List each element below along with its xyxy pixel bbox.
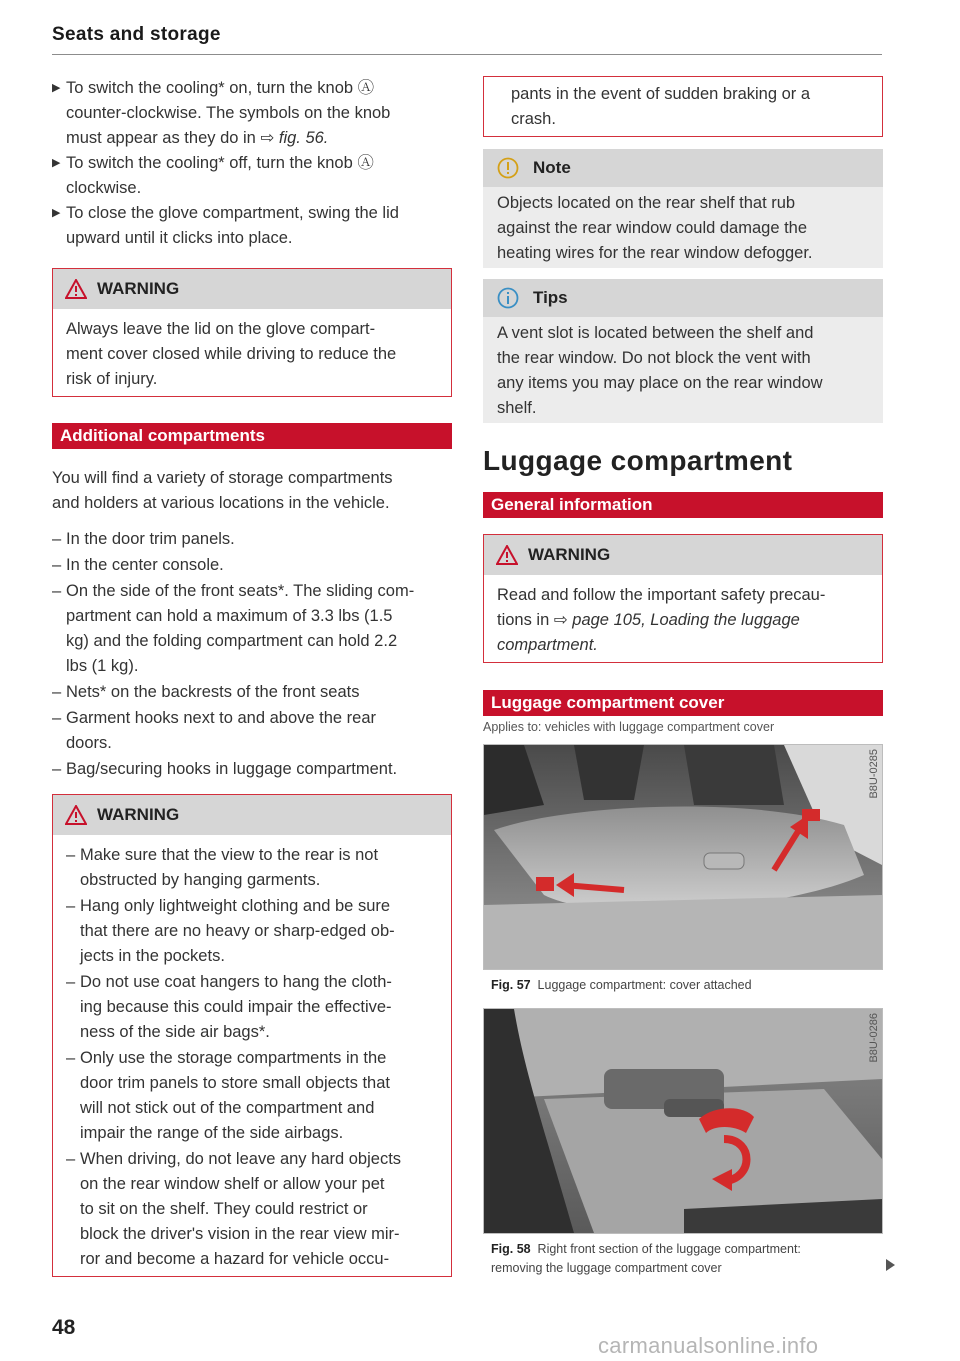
bullet-line: must appear as they do in ⇨ fig. 56. bbox=[66, 129, 329, 147]
luggage-cover-photo bbox=[484, 745, 882, 969]
note-line: against the rear window could damage the bbox=[497, 219, 808, 237]
applies-to-note: Applies to: vehicles with luggage compartment cover bbox=[483, 720, 775, 734]
warning-line: will not stick out of the compartment and bbox=[80, 1099, 375, 1117]
bullet-line: To close the glove compartment, swing the lid bbox=[66, 204, 399, 222]
warning-body bbox=[53, 309, 451, 396]
warning-body bbox=[484, 575, 882, 662]
bullet-item bbox=[52, 76, 452, 151]
note-exclamation-icon bbox=[497, 157, 519, 179]
page-header bbox=[52, 24, 882, 55]
warning-item: – When driving, do not leave any hard objects on the rear window shelf or allow your pet to sit on the shelf. They could restrict or block the driver's vision in the rear view mir- ror and become a hazard for vehicle occu- bbox=[66, 1147, 437, 1272]
note-header bbox=[483, 149, 883, 187]
warning-line: ing because this could impair the effective- bbox=[80, 998, 392, 1016]
warning-header bbox=[53, 795, 451, 835]
bullet-line: clockwise. bbox=[66, 179, 142, 197]
list-line: Bag/securing hooks in luggage compartment. bbox=[66, 760, 398, 778]
list-line: kg) and the folding compartment can hold 2.2 bbox=[66, 632, 398, 650]
list-line: doors. bbox=[66, 734, 112, 752]
figure-id: B8U-0286 bbox=[868, 1013, 880, 1063]
intro-line: and holders at various locations in the vehicle. bbox=[52, 494, 390, 512]
section-heading-luggage-compartment-cover: Luggage compartment cover bbox=[483, 690, 883, 716]
warning-line: Always leave the lid on the glove compart- bbox=[66, 320, 376, 338]
bullet-line: counter-clockwise. The symbols on the knob bbox=[66, 104, 391, 122]
warning-triangle-icon bbox=[496, 545, 518, 565]
warning-line: that there are no heavy or sharp-edged ob- bbox=[80, 922, 395, 940]
intro-line: You will find a variety of storage compartments bbox=[52, 469, 393, 487]
list-line: On the side of the front seats*. The sliding com- bbox=[66, 582, 415, 600]
bullet-triangle-icon: ▶ bbox=[52, 82, 61, 94]
right-column bbox=[483, 76, 883, 1278]
warning-line: Hang only lightweight clothing and be sure bbox=[80, 897, 391, 915]
list-line: In the door trim panels. bbox=[66, 530, 235, 548]
list-item: – Garment hooks next to and above the rear doors. bbox=[52, 706, 452, 756]
section-heading-additional-compartments: Additional compartments bbox=[52, 423, 452, 449]
warning-title: WARNING bbox=[97, 279, 180, 298]
list-line: In the center console. bbox=[66, 556, 224, 574]
bullet-line: upward until it clicks into place. bbox=[66, 229, 293, 247]
list-line: lbs (1 kg). bbox=[66, 657, 139, 675]
figure-57-caption: Fig. 57 Luggage compartment: cover attached bbox=[491, 978, 752, 992]
warning-line: to sit on the shelf. They could restrict or bbox=[80, 1200, 368, 1218]
tips-line: A vent slot is located between the shelf and bbox=[497, 324, 814, 342]
list-item: – Nets* on the backrests of the front seats bbox=[52, 680, 452, 705]
bullet-line: To switch the cooling* off, turn the knob Ⓐ bbox=[66, 154, 374, 172]
bullet-line: To switch the cooling* on, turn the knob Ⓐ bbox=[66, 79, 375, 97]
warning-box bbox=[483, 534, 883, 663]
page-number: 48 bbox=[52, 1316, 76, 1339]
warning-line: jects in the pockets. bbox=[80, 947, 225, 965]
intro-paragraph bbox=[52, 466, 452, 516]
warning-line: on the rear window shelf or allow your pet bbox=[80, 1175, 385, 1193]
warning-line: Do not use coat hangers to hang the cloth- bbox=[80, 973, 392, 991]
warning-header bbox=[484, 535, 882, 575]
page-reference-link[interactable]: page 105, Loading the luggage bbox=[572, 611, 800, 629]
warning-item: – Only use the storage compartments in the door trim panels to store small objects that will not stick out of the compartment and impair the range of the side airbags. bbox=[66, 1046, 437, 1146]
warning-line: impair the range of the side airbags. bbox=[80, 1124, 344, 1142]
warning-box bbox=[52, 268, 452, 397]
header-title: Seats and storage bbox=[52, 24, 221, 45]
list-item: – On the side of the front seats*. The sliding com- partment can hold a maximum of 3.3 lbs (1.5 kg) and the folding compartment can hold 2.2 lbs (1 kg). bbox=[52, 579, 452, 679]
warning-line: compartment. bbox=[497, 636, 598, 654]
warning-line: obstructed by hanging garments. bbox=[80, 871, 321, 889]
bullet-item bbox=[52, 151, 452, 201]
tips-line: shelf. bbox=[497, 399, 537, 417]
bullet-triangle-icon: ▶ bbox=[52, 207, 61, 219]
warning-title: WARNING bbox=[528, 545, 611, 564]
tips-body bbox=[483, 317, 883, 423]
warning-item: – Do not use coat hangers to hang the cloth- ing because this could impair the effective- ness of the side air bags*. bbox=[66, 970, 437, 1045]
figure-57-image bbox=[483, 744, 883, 970]
note-body bbox=[483, 187, 883, 268]
warning-line: ness of the side air bags*. bbox=[80, 1023, 270, 1041]
bullet-item bbox=[52, 201, 452, 251]
info-icon bbox=[497, 287, 519, 309]
warning-triangle-icon bbox=[65, 805, 87, 825]
left-column bbox=[52, 76, 452, 1277]
figure-58-caption: Fig. 58 Right front section of the luggage compartment: removing the luggage compartment cover bbox=[483, 1240, 883, 1278]
warning-line: pants in the event of sudden braking or a bbox=[511, 85, 811, 103]
warning-line: When driving, do not leave any hard objects bbox=[80, 1150, 402, 1168]
bullet-triangle-icon: ▶ bbox=[52, 157, 61, 169]
list-line: Nets* on the backrests of the front seats bbox=[66, 683, 360, 701]
warning-line: crash. bbox=[511, 110, 556, 128]
watermark: carmanualsonline.info bbox=[598, 1333, 819, 1358]
tips-title: Tips bbox=[533, 288, 568, 307]
note-line: Objects located on the rear shelf that rub bbox=[497, 194, 796, 212]
luggage-cover-removal-photo bbox=[484, 1009, 882, 1233]
list-line: Garment hooks next to and above the rear bbox=[66, 709, 377, 727]
tips-line: the rear window. Do not block the vent with bbox=[497, 349, 811, 367]
warning-triangle-icon bbox=[65, 279, 87, 299]
tips-box bbox=[483, 279, 883, 423]
warning-item: – Hang only lightweight clothing and be sure that there are no heavy or sharp-edged ob- jects in the pockets. bbox=[66, 894, 437, 969]
list-line: partment can hold a maximum of 3.3 lbs (1.5 bbox=[66, 607, 393, 625]
warning-line: Read and follow the important safety precau- bbox=[497, 586, 826, 604]
figure-id: B8U-0285 bbox=[868, 749, 880, 799]
warning-line: Only use the storage compartments in the bbox=[80, 1049, 387, 1067]
warning-body bbox=[53, 835, 451, 1276]
warning-line: ror and become a hazard for vehicle occu- bbox=[80, 1250, 390, 1268]
list-item: – In the door trim panels. bbox=[52, 527, 452, 552]
figure-reference-link[interactable]: fig. 56. bbox=[278, 129, 329, 147]
next-page-arrow-icon[interactable] bbox=[886, 1259, 895, 1271]
warning-line: ment cover closed while driving to reduce the bbox=[66, 345, 397, 363]
note-box bbox=[483, 149, 883, 268]
warning-title: WARNING bbox=[97, 805, 180, 824]
warning-header bbox=[53, 269, 451, 309]
compartment-list bbox=[52, 527, 452, 782]
note-title: Note bbox=[533, 158, 571, 177]
warning-line: Make sure that the view to the rear is not bbox=[80, 846, 379, 864]
section-heading-general-information: General information bbox=[483, 492, 883, 518]
list-item: – In the center console. bbox=[52, 553, 452, 578]
list-item: – Bag/securing hooks in luggage compartment. bbox=[52, 757, 452, 782]
chapter-title: Luggage compartment bbox=[483, 445, 793, 476]
warning-line: tions in ⇨ page 105, Loading the luggage bbox=[497, 611, 800, 629]
figure-58-image bbox=[483, 1008, 883, 1234]
warning-line: door trim panels to store small objects that bbox=[80, 1074, 390, 1092]
warning-line: block the driver's vision in the rear view mir- bbox=[80, 1225, 400, 1243]
caption-line: removing the luggage compartment cover bbox=[491, 1261, 722, 1275]
warning-continuation-box bbox=[483, 76, 883, 137]
tips-line: any items you may place on the rear window bbox=[497, 374, 823, 392]
tips-header bbox=[483, 279, 883, 317]
warning-line: risk of injury. bbox=[66, 370, 158, 388]
note-line: heating wires for the rear window defogger. bbox=[497, 244, 813, 262]
warning-box bbox=[52, 794, 452, 1277]
warning-item: – Make sure that the view to the rear is not obstructed by hanging garments. bbox=[66, 843, 437, 893]
